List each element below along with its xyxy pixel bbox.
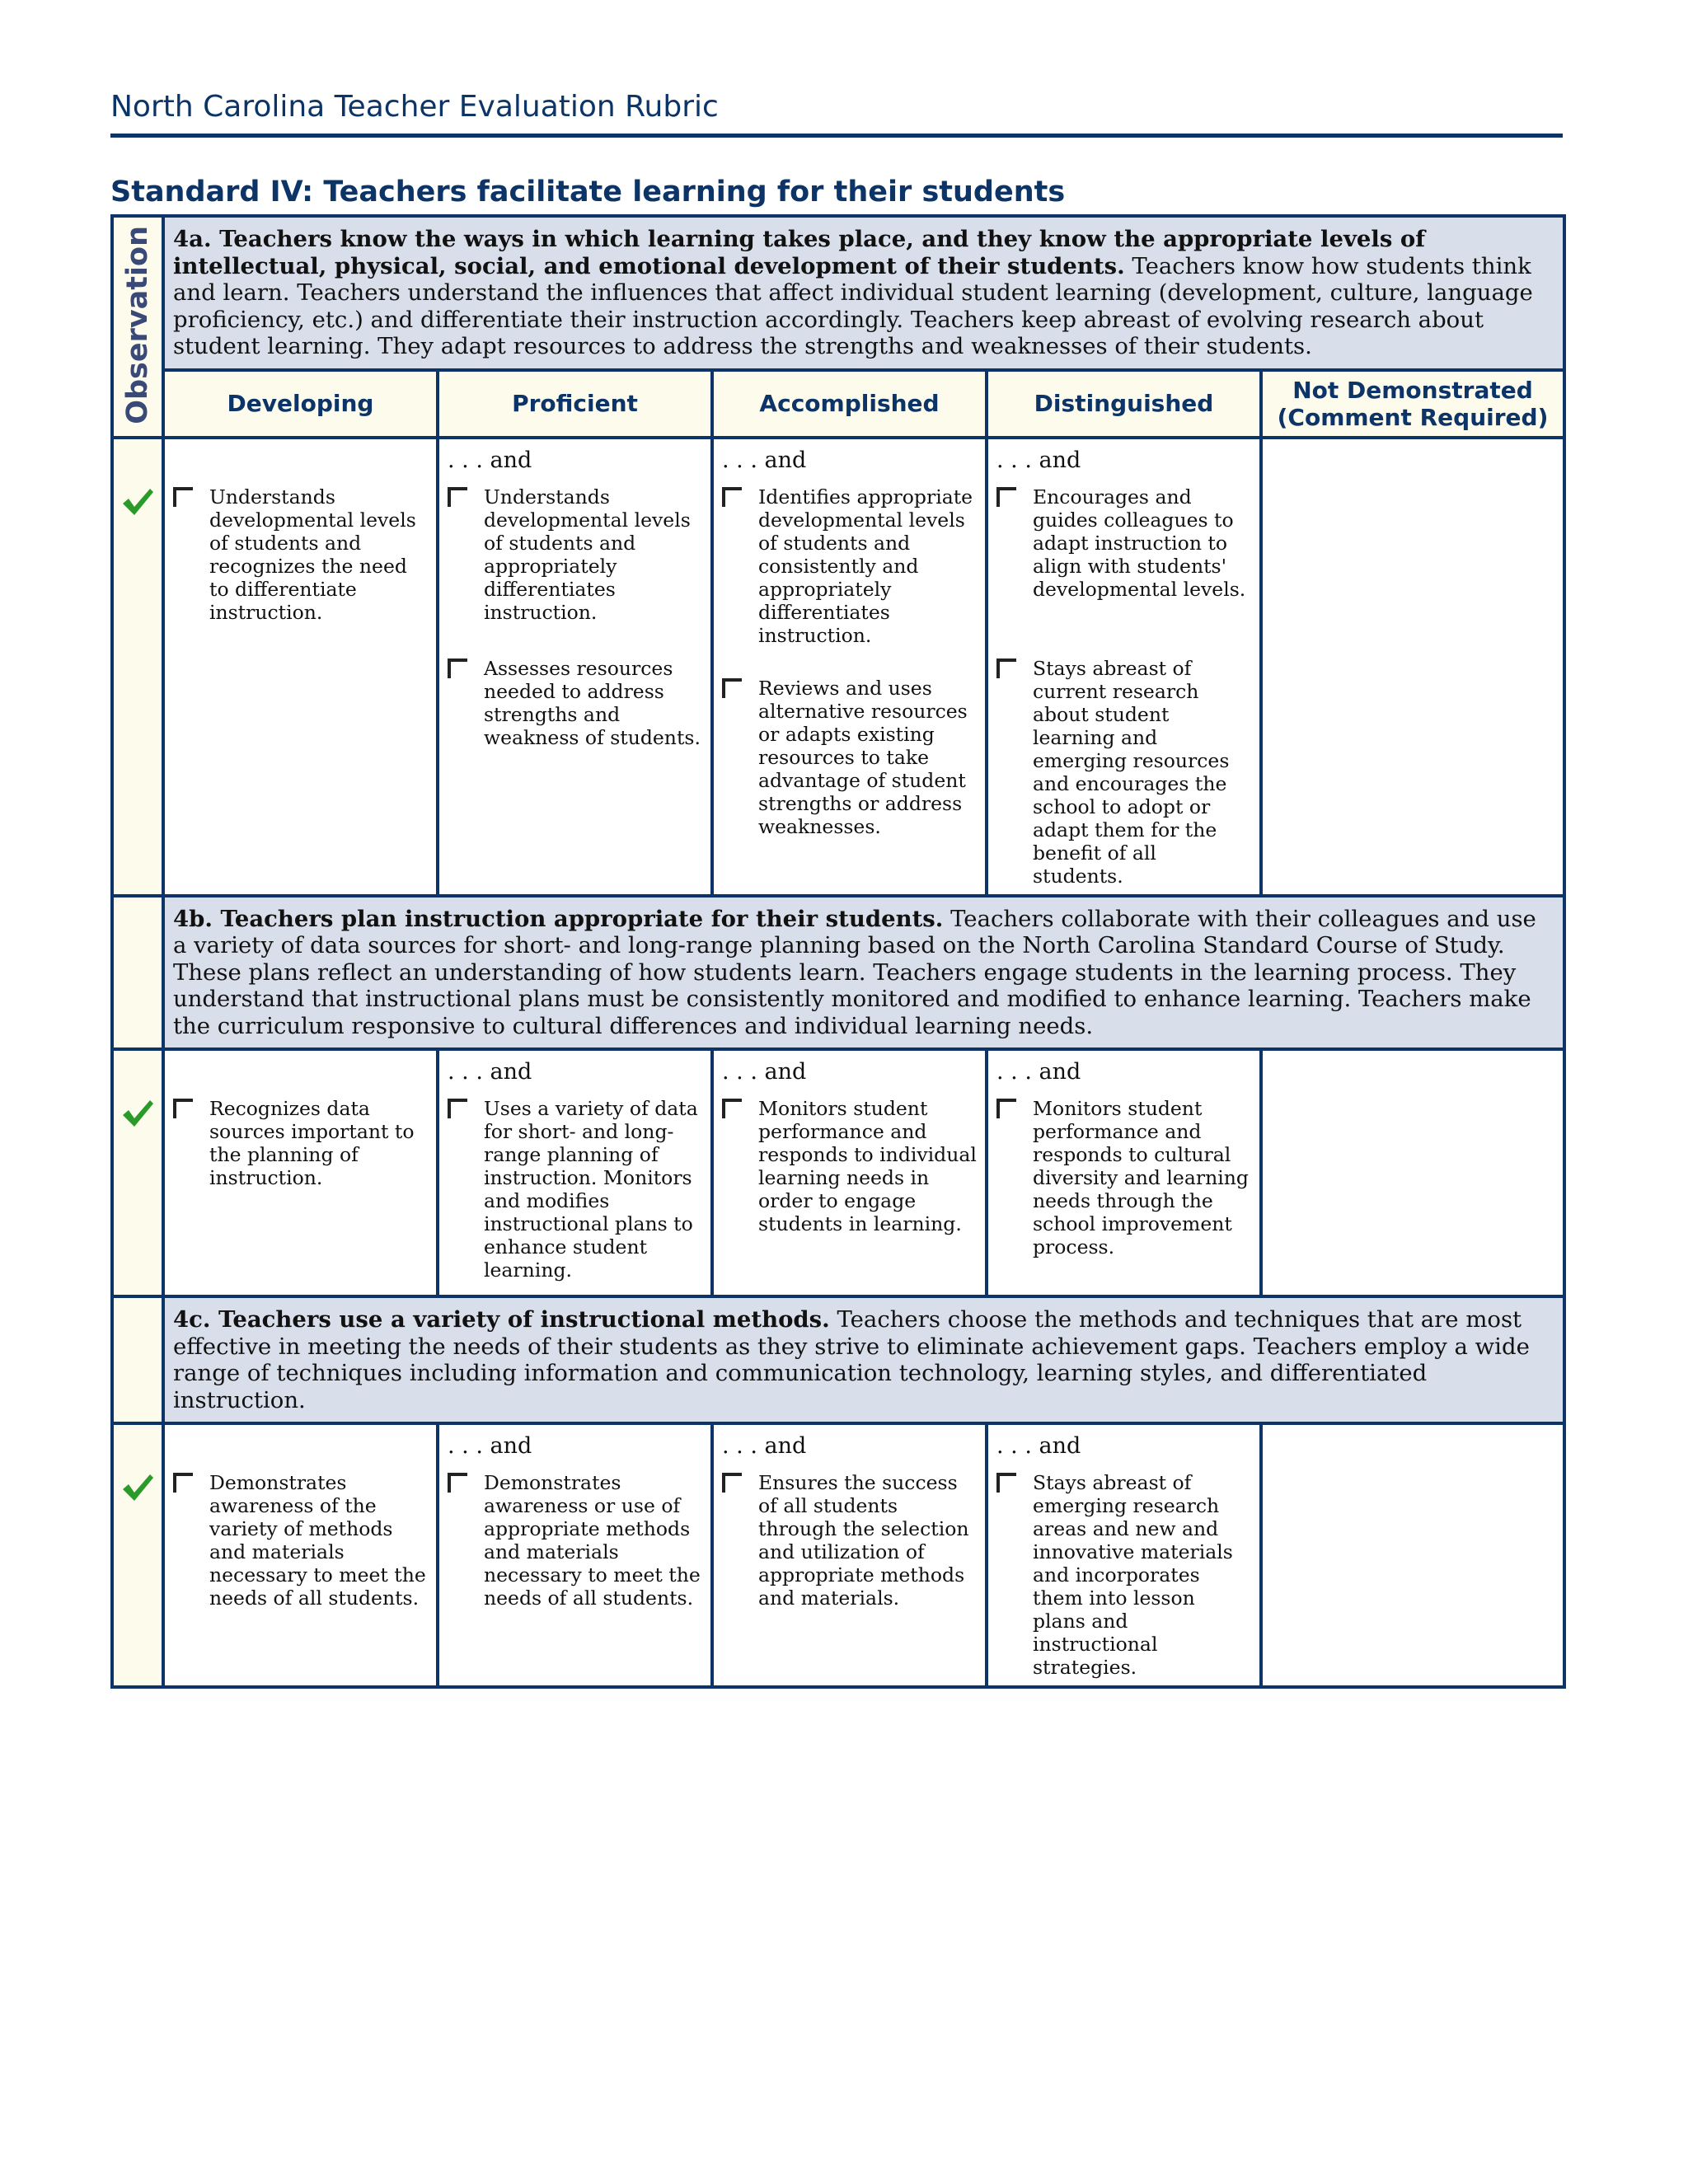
- and-label: . . . and: [448, 1059, 532, 1085]
- element-4a-description-row: [112, 216, 1564, 370]
- page-header: [110, 86, 1563, 138]
- checkbox-icon[interactable]: [996, 1473, 1016, 1493]
- rating-item[interactable]: [448, 485, 704, 624]
- and-label: . . . and: [448, 1433, 532, 1459]
- rating-item[interactable]: [996, 657, 1253, 888]
- element-4b-description-row: [112, 896, 1564, 1050]
- rating-text: Understands developmental levels of students and appropriately differentiates instruction.: [484, 485, 691, 624]
- rating-cell-accomplished: [712, 438, 987, 896]
- rating-item[interactable]: [173, 1471, 429, 1610]
- rating-text: Identifies appropriate developmental levels of students and consistently and appropriately differentiates instruction.: [758, 485, 973, 647]
- checkbox-icon[interactable]: [448, 658, 467, 678]
- element-text: Teachers know how students think and learn. Teachers understand the influences that affect individual student learning (development, culture, language proficiency, etc.) and differentiate their instruction accordingly. Teachers keep abreast of evolving research about student learning. They adapt resources to address the strengths and weaknesses of their students.: [173, 252, 1533, 359]
- checkbox-icon[interactable]: [722, 487, 742, 507]
- element-description-4a: [163, 216, 1564, 370]
- and-label: . . . and: [722, 1059, 807, 1085]
- checkbox-icon[interactable]: [173, 1099, 193, 1118]
- element-4c-description-row: [112, 1296, 1564, 1423]
- column-header-accomplished: Accomplished: [712, 370, 987, 438]
- element-4b-ratings-row: [112, 1049, 1564, 1296]
- rating-cell-distinguished: [987, 1423, 1261, 1687]
- rating-item[interactable]: [996, 1097, 1253, 1258]
- rating-item[interactable]: [448, 1471, 704, 1610]
- rating-text: Recognizes data sources important to the planning of instruction.: [209, 1097, 415, 1189]
- and-label: . . . and: [722, 447, 807, 473]
- rating-cell-accomplished: [712, 1423, 987, 1687]
- rating-item[interactable]: [448, 657, 704, 749]
- rating-item[interactable]: [996, 485, 1253, 601]
- rating-item[interactable]: [996, 1471, 1253, 1679]
- checkbox-icon[interactable]: [996, 1099, 1016, 1118]
- checkbox-icon[interactable]: [996, 658, 1016, 678]
- side-blank-cell: [112, 1296, 163, 1423]
- observation-check-cell: [112, 1423, 163, 1687]
- rating-text: Reviews and uses alternative resources or adapts existing resources to take advantage of student strengths or address weaknesses.: [758, 676, 968, 838]
- and-spacer: [173, 446, 429, 476]
- and-label: . . . and: [996, 1059, 1081, 1085]
- rating-cell-distinguished: [987, 1049, 1261, 1296]
- checkbox-icon[interactable]: [722, 1473, 742, 1493]
- element-text: Teachers collaborate with their colleagues and use a variety of data sources for short- and long-range planning based on the North Carolina Standard Course of Study. These plans reflect an understanding of how students learn. Teachers engage students in the learning process. They understand that instructional plans must be consistently monitored and modified to enhance learning. Teachers make the curriculum responsive to cultural differences and individual learning needs.: [173, 905, 1536, 1039]
- rating-text: Ensures the success of all students through the selection and utilization of appropriate methods and materials.: [758, 1471, 969, 1610]
- rating-cell-developing: [163, 438, 438, 896]
- element-heading: 4c. Teachers use a variety of instructional methods.: [173, 1306, 830, 1333]
- rating-item[interactable]: [722, 677, 978, 838]
- not-demonstrated-label: Not Demonstrated: [1292, 376, 1533, 404]
- element-description-4c: [163, 1296, 1564, 1423]
- and-spacer: [173, 1057, 429, 1087]
- rating-cell-not-demonstrated[interactable]: [1261, 1049, 1564, 1296]
- element-4c-ratings-row: [112, 1423, 1564, 1687]
- element-text: Teachers choose the methods and techniques that are most effective in meeting the needs of their students as they strive to eliminate achievement gaps. Teachers employ a wide range of techniques including information and communication technology, learning styles, and differentiated instruction.: [173, 1306, 1530, 1413]
- rating-text: Assesses resources needed to address strengths and weakness of students.: [484, 656, 701, 749]
- side-blank-cell: [112, 896, 163, 1050]
- rating-item[interactable]: [722, 485, 978, 647]
- element-4a-ratings-row: [112, 438, 1564, 896]
- element-description-4b: [163, 896, 1564, 1050]
- check-icon: [120, 1097, 155, 1130]
- observation-check-cell: [112, 1049, 163, 1296]
- and-spacer: [173, 1432, 429, 1461]
- checkbox-icon[interactable]: [448, 1473, 467, 1493]
- rubric-table: [110, 214, 1566, 1689]
- and-label: . . . and: [448, 447, 532, 473]
- and-label: . . . and: [996, 1433, 1081, 1459]
- column-header-proficient: Proficient: [438, 370, 712, 438]
- rating-cell-developing: [163, 1423, 438, 1687]
- and-label: . . . and: [722, 1433, 807, 1459]
- rating-text: Demonstrates awareness of the variety of methods and materials necessary to meet the needs of all students.: [209, 1471, 426, 1610]
- observation-check-cell: [112, 438, 163, 896]
- check-icon: [120, 485, 155, 518]
- rating-cell-developing: [163, 1049, 438, 1296]
- checkbox-icon[interactable]: [448, 1099, 467, 1118]
- rating-text: Stays abreast of emerging research areas and new and innovative materials and incorporates them into lesson plans and instructional strategies.: [1033, 1471, 1233, 1679]
- checkbox-icon[interactable]: [722, 1099, 742, 1118]
- rating-text: Monitors student performance and responds to individual learning needs in order to engage students in learning.: [758, 1097, 977, 1235]
- rating-cell-proficient: [438, 438, 712, 896]
- side-label-cell: [112, 216, 163, 438]
- rating-item[interactable]: [173, 1097, 429, 1189]
- rating-cell-proficient: [438, 1423, 712, 1687]
- checkbox-icon[interactable]: [996, 487, 1016, 507]
- rating-cell-accomplished: [712, 1049, 987, 1296]
- element-heading: 4b. Teachers plan instruction appropriate for their students.: [173, 905, 944, 932]
- column-header-distinguished: Distinguished: [987, 370, 1261, 438]
- rating-cell-distinguished: [987, 438, 1261, 896]
- checkbox-icon[interactable]: [173, 1473, 193, 1493]
- rating-text: Monitors student performance and responds to cultural diversity and learning needs through the school improvement process.: [1033, 1097, 1249, 1258]
- column-header-row: [112, 370, 1564, 438]
- standard-title: Standard IV: Teachers facilitate learning for their students: [110, 176, 1066, 209]
- column-header-not-demonstrated: [1261, 370, 1564, 438]
- page-title: North Carolina Teacher Evaluation Rubric: [110, 90, 719, 124]
- column-header-developing: Developing: [163, 370, 438, 438]
- comment-required-label: (Comment Required): [1277, 403, 1549, 431]
- rating-cell-not-demonstrated[interactable]: [1261, 1423, 1564, 1687]
- checkbox-icon[interactable]: [173, 487, 193, 507]
- rating-text: Uses a variety of data for short- and long-range planning of instruction. Monitors and modifies instructional plans to enhance student learning.: [484, 1097, 698, 1282]
- rating-item[interactable]: [448, 1097, 704, 1282]
- check-icon: [120, 1471, 155, 1504]
- rating-text: Stays abreast of current research about student learning and emerging resources and encourages the school to adopt or adapt them for the benefit of all students.: [1033, 656, 1230, 888]
- and-label: . . . and: [996, 447, 1081, 473]
- side-label: Observation: [121, 225, 154, 424]
- rating-text: Demonstrates awareness or use of appropriate methods and materials necessary to meet the needs of all students.: [484, 1471, 701, 1610]
- rating-item[interactable]: [722, 1471, 978, 1610]
- rating-cell-not-demonstrated[interactable]: [1261, 438, 1564, 896]
- element-heading: 4a. Teachers know the ways in which learning takes place, and they know the appropriate levels of intellectual, physical, social, and emotional development of their students.: [173, 226, 1426, 279]
- header-rule: [110, 134, 1563, 138]
- rating-cell-proficient: [438, 1049, 712, 1296]
- rating-text: Understands developmental levels of students and recognizes the need to differentiate instruction.: [209, 485, 416, 624]
- rating-item[interactable]: [722, 1097, 978, 1235]
- rating-item[interactable]: [173, 485, 429, 624]
- rating-text: Encourages and guides colleagues to adapt instruction to align with students' developmental levels.: [1033, 485, 1246, 601]
- checkbox-icon[interactable]: [448, 487, 467, 507]
- checkbox-icon[interactable]: [722, 678, 742, 698]
